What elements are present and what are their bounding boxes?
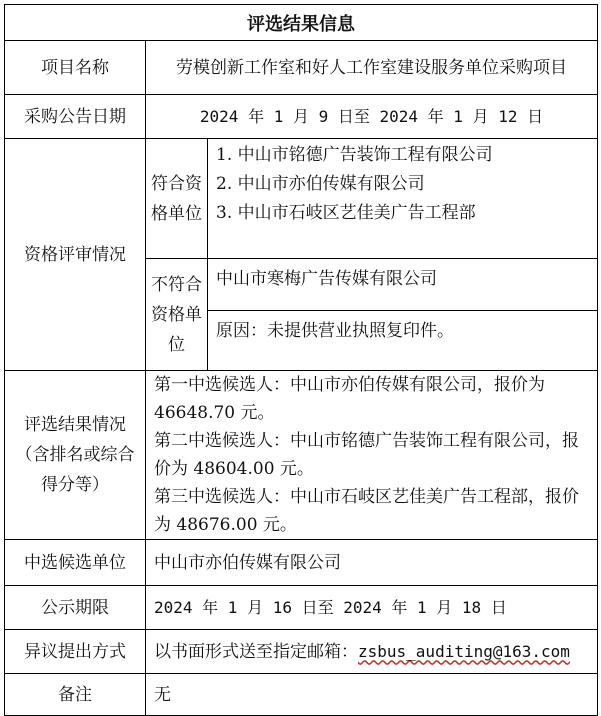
result-line-3: 第三中选候选人：中山市石岐区艺佳美广告工程部，报价为 48676.00 元。 (154, 487, 579, 535)
qualified-units-list (208, 139, 598, 259)
objection-method-value (146, 630, 598, 674)
winner-label: 中选候选单位 (5, 540, 146, 586)
qualification-label: 资格评审情况 (5, 139, 146, 371)
winner-value: 中山市亦伯传媒有限公司 (146, 540, 598, 586)
result-line-1: 第一中选候选人：中山市亦伯传媒有限公司，报价为 46648.70 元。 (154, 375, 545, 423)
publicity-period-label: 公示期限 (5, 586, 146, 630)
project-name-label: 项目名称 (5, 41, 146, 95)
announcement-date-label: 采购公告日期 (5, 95, 146, 139)
objection-prefix: 以书面形式送至指定邮箱： (154, 641, 358, 662)
result-line-2: 第二中选候选人：中山市铭德广告装饰工程有限公司，报价为 48604.00 元。 (154, 431, 579, 479)
project-name-value: 劳模创新工作室和好人工作室建设服务单位采购项目 (146, 41, 598, 95)
table-title: 评选结果信息 (5, 5, 598, 41)
remark-value: 无 (146, 674, 598, 716)
unqualified-reason: 原因：未提供营业执照复印件。 (208, 311, 598, 371)
list-item: 1. 中山市铭德广告装饰工程有限公司 (216, 145, 493, 165)
qualified-units-label: 符合资格单位 (146, 139, 208, 259)
results-label: 评选结果情况（含排名或综合得分等） (5, 371, 146, 540)
unqualified-units-label: 不符合资格单位 (146, 259, 208, 371)
publicity-period-value: 2024 年 1 月 16 日至 2024 年 1 月 18 日 (146, 586, 598, 630)
list-item: 3. 中山市石岐区艺佳美广告工程部 (216, 203, 476, 223)
results-content (146, 371, 598, 540)
objection-email: zsbus_auditing@163.com (358, 641, 570, 661)
list-item: 2. 中山市亦伯传媒有限公司 (216, 174, 425, 194)
objection-method-label: 异议提出方式 (5, 630, 146, 674)
unqualified-company: 中山市寒梅广告传媒有限公司 (208, 259, 598, 311)
announcement-date-value: 2024 年 1 月 9 日至 2024 年 1 月 12 日 (146, 95, 598, 139)
result-info-table (4, 4, 598, 716)
remark-label: 备注 (5, 674, 146, 716)
